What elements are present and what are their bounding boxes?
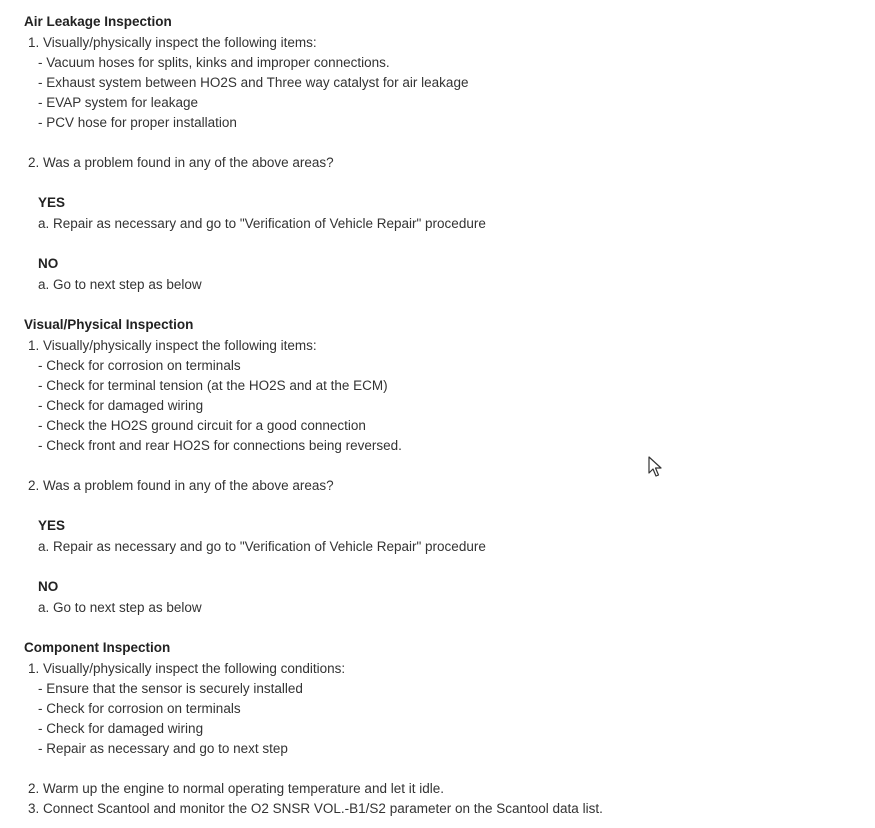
yes-label: YES bbox=[38, 195, 66, 210]
step-2-question: 2. Was a problem found in any of the above areas? bbox=[28, 155, 334, 170]
bullet-item: - Check for damaged wiring bbox=[38, 721, 204, 736]
no-label: NO bbox=[38, 256, 59, 271]
bullet-item: - Check for corrosion on terminals bbox=[38, 701, 241, 716]
bullet-item: - Check for corrosion on terminals bbox=[38, 358, 241, 373]
bullet-item: - Vacuum hoses for splits, kinks and improper connections. bbox=[38, 55, 390, 70]
no-action: a. Go to next step as below bbox=[38, 600, 202, 615]
bullet-item: - Ensure that the sensor is securely installed bbox=[38, 681, 303, 696]
yes-action: a. Repair as necessary and go to "Verification of Vehicle Repair" procedure bbox=[38, 216, 486, 231]
step-2-question: 2. Was a problem found in any of the above areas? bbox=[28, 478, 334, 493]
bullet-item: - Repair as necessary and go to next step bbox=[38, 741, 288, 756]
step-3-text: 3. Connect Scantool and monitor the O2 SNSR VOL.-B1/S2 parameter on the Scantool data list. bbox=[28, 801, 603, 816]
mouse-pointer-icon bbox=[648, 456, 664, 478]
yes-label: YES bbox=[38, 518, 66, 533]
bullet-item: - Check for damaged wiring bbox=[38, 398, 204, 413]
bullet-item: - Check for terminal tension (at the HO2S and at the ECM) bbox=[38, 378, 388, 393]
no-action: a. Go to next step as below bbox=[38, 277, 202, 292]
bullet-item: - Exhaust system between HO2S and Three way catalyst for air leakage bbox=[38, 75, 469, 90]
bullet-item: - PCV hose for proper installation bbox=[38, 115, 237, 130]
step-2-text: 2. Warm up the engine to normal operating temperature and let it idle. bbox=[28, 781, 444, 796]
bullet-item: - EVAP system for leakage bbox=[38, 95, 199, 110]
section-heading-visual-physical: Visual/Physical Inspection bbox=[24, 317, 194, 332]
yes-action: a. Repair as necessary and go to "Verification of Vehicle Repair" procedure bbox=[38, 539, 486, 554]
section-heading-component: Component Inspection bbox=[24, 640, 171, 655]
step-1-text: 1. Visually/physically inspect the following conditions: bbox=[28, 661, 346, 676]
no-label: NO bbox=[38, 579, 59, 594]
step-1-text: 1. Visually/physically inspect the following items: bbox=[28, 338, 317, 353]
bullet-item: - Check front and rear HO2S for connections being reversed. bbox=[38, 438, 402, 453]
section-heading-air-leakage: Air Leakage Inspection bbox=[24, 14, 172, 29]
bullet-item: - Check the HO2S ground circuit for a good connection bbox=[38, 418, 366, 433]
step-1-text: 1. Visually/physically inspect the following items: bbox=[28, 35, 317, 50]
